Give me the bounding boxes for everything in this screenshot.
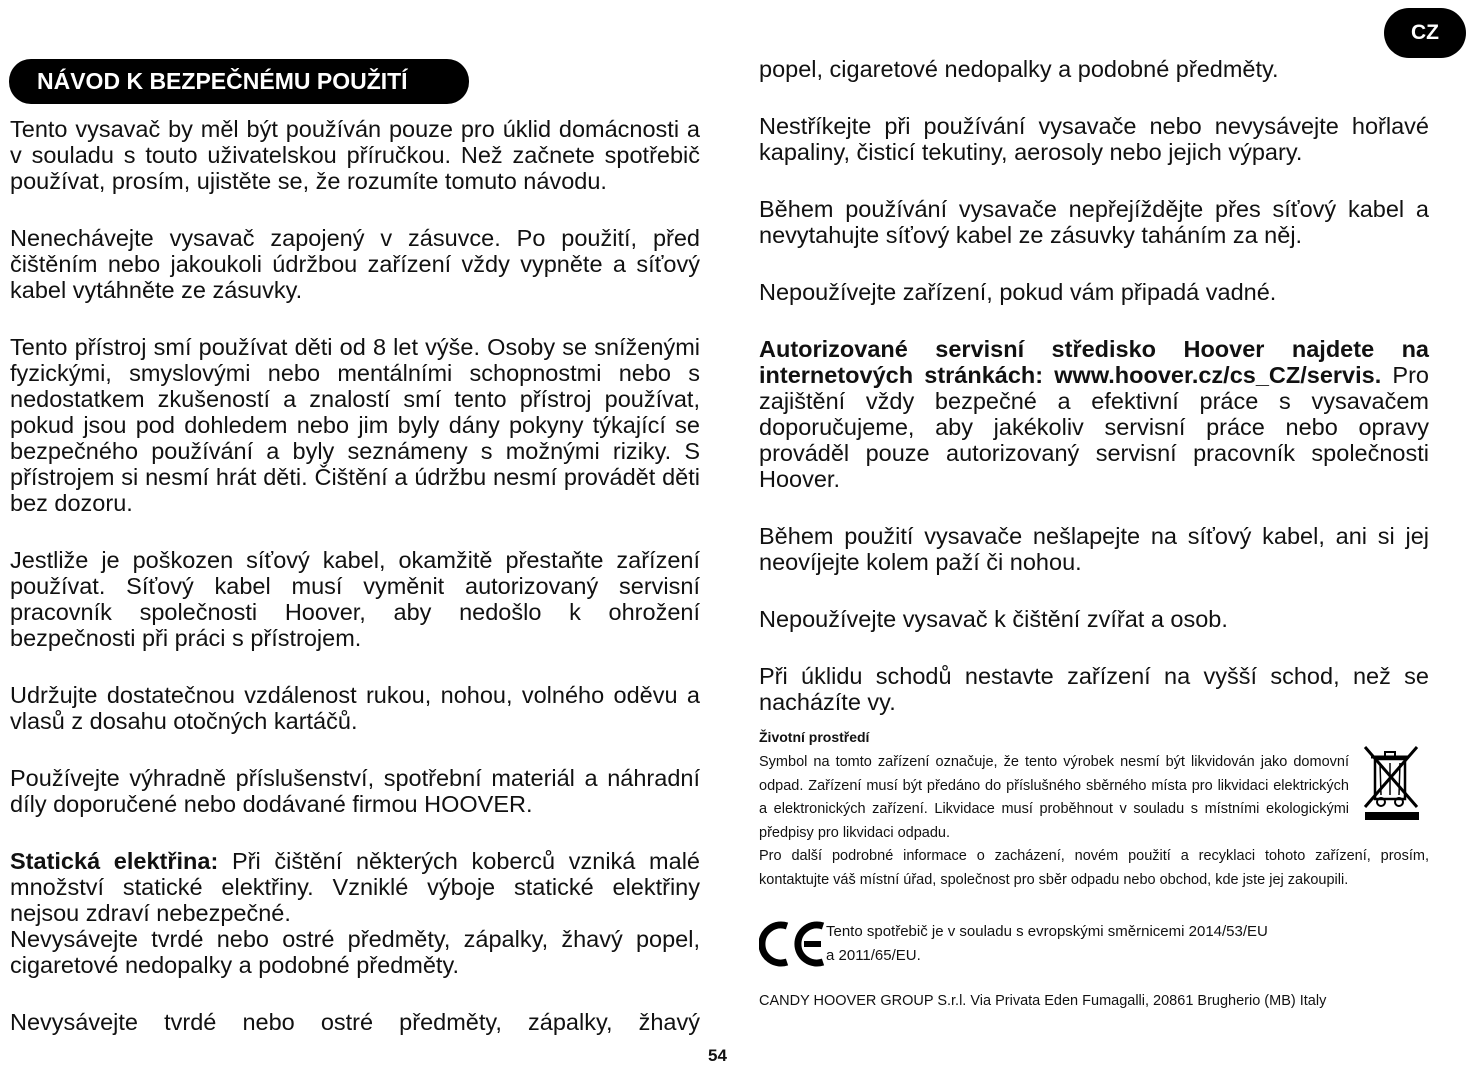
paragraph: Během použití vysavače nešlapejte na síťový kabel, ani si jej neovíjejte kolem paží či nohou. bbox=[759, 523, 1429, 575]
environment-paragraph-1: Symbol na tomto zařízení označuje, že tento výrobek nesmí být likvidován jako domovní odpad. Zařízení musí být předáno do příslušného sběrného místa pro likvidaci elektrických a elektronických zařízení. Likvidace musí proběhnout v souladu s místními ekologickými předpisy pro likvidaci odpadu. bbox=[759, 754, 1349, 841]
service-heading: Autorizované servisní středisko Hoover najdete na internetových stránkách: www.hoover.cz/cs_CZ/servis. bbox=[759, 336, 1429, 388]
environment-paragraph-2: Pro další podrobné informace o zacházení, novém použití a recyklaci tohoto zařízení, prosím, kontaktujte váš místní úřad, společnost pro sběr odpadu nebo obchod, kde jste jej zakoupili. bbox=[759, 848, 1429, 888]
paragraph: Nestříkejte při používání vysavače nebo nevysávejte hořlavé kapaliny, čisticí tekutiny, aerosoly nebo jejich výpary. bbox=[759, 113, 1429, 165]
service-text: Pro zajištění vždy bezpečné a efektivní práce s vysavačem doporučujeme, aby jakékoliv servisní práce nebo opravy prováděl pouze autorizovaný servisní pracovník společnosti Hoover. bbox=[759, 362, 1429, 492]
paragraph: Při úklidu schodů nestavte zařízení na vyšší schod, než se nacházíte vy. bbox=[759, 663, 1429, 715]
weee-crossed-bin-icon bbox=[1361, 741, 1423, 821]
paragraph: Nepoužívejte zařízení, pokud vám připadá vadné. bbox=[759, 279, 1277, 305]
paragraph: Tento přístroj smí používat děti od 8 let výše. Osoby se sníženými fyzickými, smyslovými nebo mentálními schopnostmi nebo s nedostatkem zkušeností a znalostí smí tento přístroj používat, pokud jsou pod dohledem nebo jim byly dány pokyny týkající se bezpečného používání a byly seznámeny s možnými riziky. S přístrojem si nesmí hrát děti. Čištění a údržbu nesmí provádět děti bez dozoru. bbox=[10, 334, 700, 516]
paragraph: Používejte výhradně příslušenství, spotřební materiál a náhradní díly doporučené nebo dodávané firmou HOOVER. bbox=[10, 765, 700, 817]
static-electricity-paragraph bbox=[10, 848, 700, 926]
paragraph: Nepoužívejte vysavač k čištění zvířat a osob. bbox=[759, 606, 1228, 632]
right-column bbox=[759, 56, 1429, 1009]
left-column bbox=[10, 116, 700, 1066]
ce-line-2: a 2011/65/EU. bbox=[826, 947, 921, 964]
company-address: CANDY HOOVER GROUP S.r.l. Via Privata Eden Fumagalli, 20861 Brugherio (MB) Italy bbox=[759, 993, 1327, 1009]
paragraph: Tento vysavač by měl být používán pouze pro úklid domácnosti a v souladu s touto uživatelskou příručkou. Než začnete spotřebič používat, prosím, ujistěte se, že rozumíte tomuto návodu. bbox=[10, 116, 700, 194]
ce-line-1: Tento spotřebič je v souladu s evropskými směrnicemi 2014/53/EU bbox=[826, 923, 1268, 940]
ce-text bbox=[826, 920, 1268, 968]
environment-text-1 bbox=[759, 751, 1429, 845]
static-electricity-label: Statická elektřina: bbox=[10, 848, 219, 874]
paragraph: Během používání vysavače nepřejíždějte přes síťový kabel a nevytahujte síťový kabel ze zásuvky taháním za něj. bbox=[759, 196, 1429, 248]
section-title: NÁVOD K BEZPEČNÉMU POUŽITÍ bbox=[9, 59, 469, 104]
service-paragraph bbox=[759, 336, 1429, 492]
ce-mark-icon bbox=[759, 920, 827, 968]
paragraph: Udržujte dostatečnou vzdálenost rukou, nohou, volného oděvu a vlasů z dosahu otočných kartáčů. bbox=[10, 682, 700, 734]
environment-section bbox=[759, 751, 1429, 892]
language-badge: CZ bbox=[1384, 8, 1466, 58]
ce-compliance bbox=[759, 920, 1429, 968]
paragraph: Nenechávejte vysavač zapojený v zásuvce. Po použití, před čištěním nebo jakoukoli údržbou zařízení vždy vypněte a síťový kabel vytáhněte ze zásuvky. bbox=[10, 225, 700, 303]
page-number: 54 bbox=[708, 1046, 727, 1065]
environment-heading: Životní prostředí bbox=[759, 729, 870, 745]
paragraph: Nevysávejte tvrdé nebo ostré předměty, zápalky, žhavý popel, cigaretové nedopalky a podobné předměty. bbox=[10, 926, 700, 978]
paragraph: popel, cigaretové nedopalky a podobné předměty. bbox=[759, 56, 1279, 82]
static-electricity-text: Při čištění některých koberců vzniká malé množství statické elektřiny. Vzniklé výboje statické elektřiny nejsou zdraví nebezpečné. bbox=[10, 848, 700, 926]
paragraph: Jestliže je poškozen síťový kabel, okamžitě přestaňte zařízení používat. Síťový kabel musí vyměnit autorizovaný servisní pracovník společnosti Hoover, aby nedošlo k ohrožení bezpečnosti při práci s přístrojem. bbox=[10, 547, 700, 651]
paragraph: Nevysávejte tvrdé nebo ostré předměty, zápalky, žhavý bbox=[10, 1009, 700, 1035]
